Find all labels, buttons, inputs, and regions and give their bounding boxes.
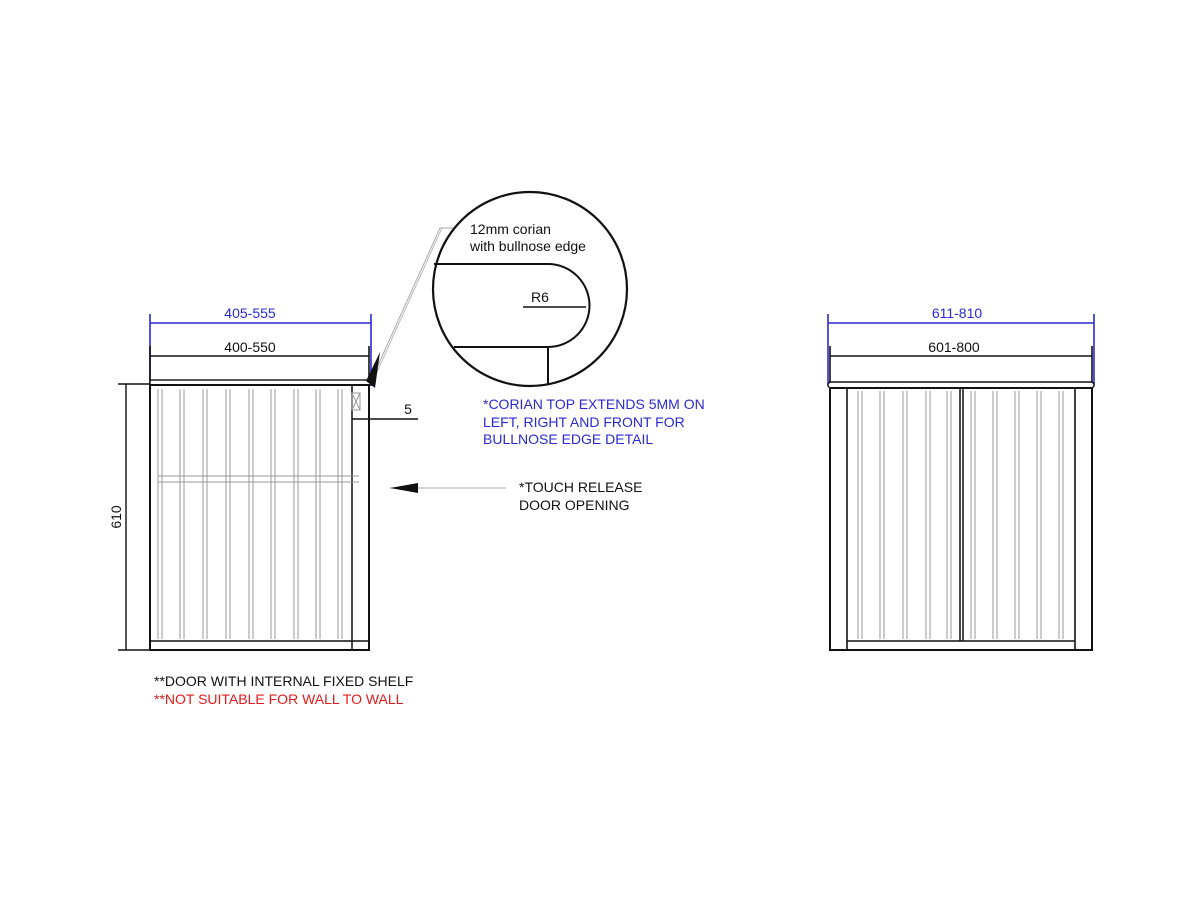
- right-cabinet-view: [828, 305, 1094, 650]
- detail-material-line2: with bullnose edge: [470, 238, 586, 254]
- detail-radius-label: R6: [531, 289, 549, 305]
- touch-release-annotation: [390, 479, 642, 513]
- corian-note-line2: LEFT, RIGHT AND FRONT FOR: [483, 414, 685, 430]
- bullnose-detail-callout: [366, 192, 705, 447]
- left-inner-width-label: 400-550: [224, 339, 276, 355]
- left-outer-width-label: 405-555: [224, 305, 276, 321]
- shelf-note: **DOOR WITH INTERNAL FIXED SHELF: [154, 673, 414, 689]
- left-height-label: 610: [108, 505, 124, 529]
- detail-leader-line-2: [372, 228, 442, 383]
- right-cabinet-body: [830, 388, 1092, 650]
- touch-release-line1: *TOUCH RELEASE: [519, 479, 643, 495]
- corian-note-line1: *CORIAN TOP EXTENDS 5MM ON: [483, 396, 705, 412]
- touch-release-line2: DOOR OPENING: [519, 497, 630, 513]
- wall-to-wall-warning: **NOT SUITABLE FOR WALL TO WALL: [154, 691, 404, 707]
- left-offset-label: 5: [404, 401, 412, 417]
- left-cabinet-view: [108, 305, 418, 650]
- touch-release-arrowhead: [390, 483, 418, 493]
- left-cabinet-body: [150, 385, 369, 650]
- right-outer-width-label: 611-810: [931, 305, 983, 321]
- right-inner-width-label: 601-800: [928, 339, 980, 355]
- detail-material-line1: 12mm corian: [470, 221, 551, 237]
- corian-note-line3: BULLNOSE EDGE DETAIL: [483, 431, 654, 447]
